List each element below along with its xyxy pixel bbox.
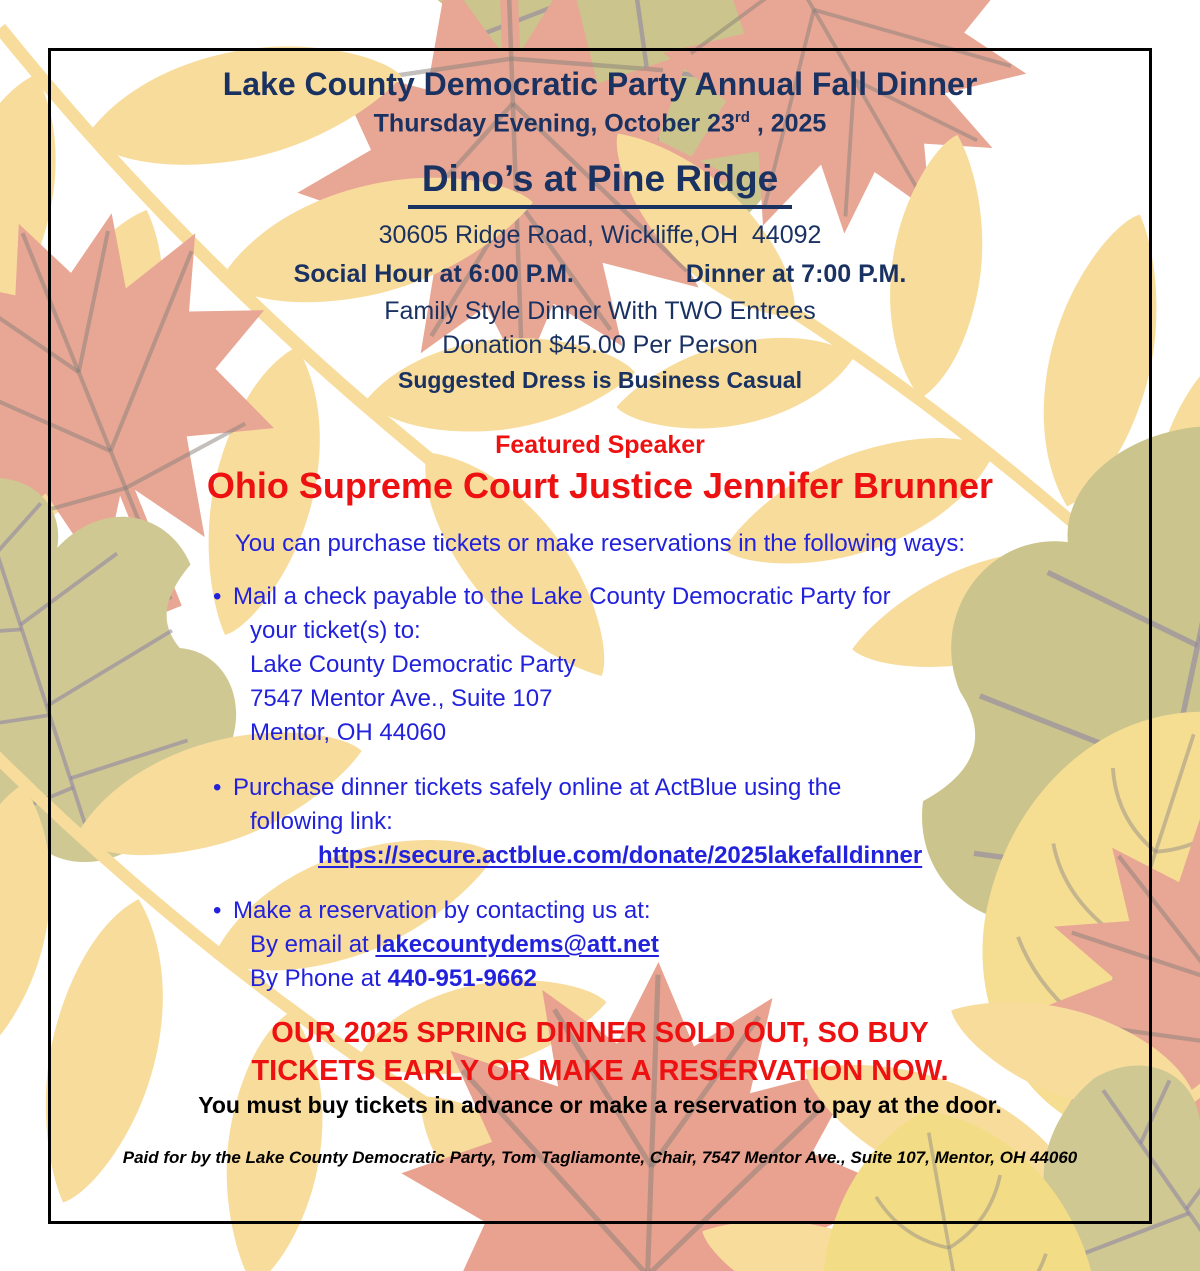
mail-check-lead: Mail a check payable to the Lake County Democratic Party for xyxy=(233,583,891,610)
dress-code: Suggested Dress is Business Casual xyxy=(398,367,802,393)
soldout-line-2: TICKETS EARLY OR MAKE A RESERVATION NOW. xyxy=(251,1055,949,1087)
online-lead: Purchase dinner tickets safely online at ActBlue using the xyxy=(233,774,842,801)
mail-street-address: 7547 Mentor Ave., Suite 107 xyxy=(250,685,553,712)
bullet-icon: • xyxy=(213,583,222,610)
venue xyxy=(48,158,1152,209)
event-times xyxy=(48,260,1152,289)
event-date-text: Thursday Evening, October 23 xyxy=(373,109,735,138)
bullet-reservation xyxy=(213,894,1073,996)
online-line: following link: xyxy=(250,808,393,835)
bullet-online-tickets xyxy=(213,771,1073,873)
venue-address: 30605 Ridge Road, Wickliffe,OH 44092 xyxy=(378,221,822,249)
email-link[interactable]: lakecountydems@att.net xyxy=(375,931,659,958)
venue-name: Dino’s at Pine Ridge xyxy=(408,158,792,209)
page-title: Lake County Democratic Party Annual Fall Dinner xyxy=(222,66,978,102)
actblue-link[interactable]: https://secure.actblue.com/donate/2025lakefalldinner xyxy=(318,842,923,869)
social-hour-time: Social Hour at 6:00 P.M. xyxy=(293,260,574,288)
dinner-time: Dinner at 7:00 P.M. xyxy=(685,260,907,288)
mail-city-address: Mentor, OH 44060 xyxy=(250,719,447,746)
speaker-label: Featured Speaker xyxy=(495,431,705,459)
event-date xyxy=(48,109,1152,138)
soldout-line-1: OUR 2025 SPRING DINNER SOLD OUT, SO BUY xyxy=(271,1017,929,1049)
paid-for-disclaimer: Paid for by the Lake County Democratic Party, Tom Tagliamonte, Chair, 7547 Mentor Ave., Suite 107, Mentor, OH 44060 xyxy=(122,1148,1078,1167)
donation-amount: Donation $45.00 Per Person xyxy=(442,331,758,359)
purchase-options-list xyxy=(213,580,1073,1017)
advance-purchase-notice: You must buy tickets in advance or make a reservation to pay at the door. xyxy=(198,1092,1002,1118)
purchase-intro: You can purchase tickets or make reservations in the following ways: xyxy=(234,530,966,557)
reservation-lead: Make a reservation by contacting us at: xyxy=(233,897,651,924)
phone-prefix: By Phone at xyxy=(250,965,388,992)
soldout-notice xyxy=(48,1014,1152,1090)
date-ordinal-suffix: rd xyxy=(734,109,750,126)
speaker-name: Ohio Supreme Court Justice Jennifer Brunner xyxy=(206,465,994,506)
bullet-icon: • xyxy=(213,897,222,924)
email-prefix: By email at xyxy=(250,931,376,958)
mail-check-line: your ticket(s) to: xyxy=(250,617,421,644)
bullet-mail-check xyxy=(213,580,1073,750)
event-year: , 2025 xyxy=(749,109,827,138)
mail-party-name: Lake County Democratic Party xyxy=(250,651,576,678)
bullet-icon: • xyxy=(213,774,222,801)
dinner-style: Family Style Dinner With TWO Entrees xyxy=(384,297,816,325)
phone-number: 440-951-9662 xyxy=(387,965,537,992)
